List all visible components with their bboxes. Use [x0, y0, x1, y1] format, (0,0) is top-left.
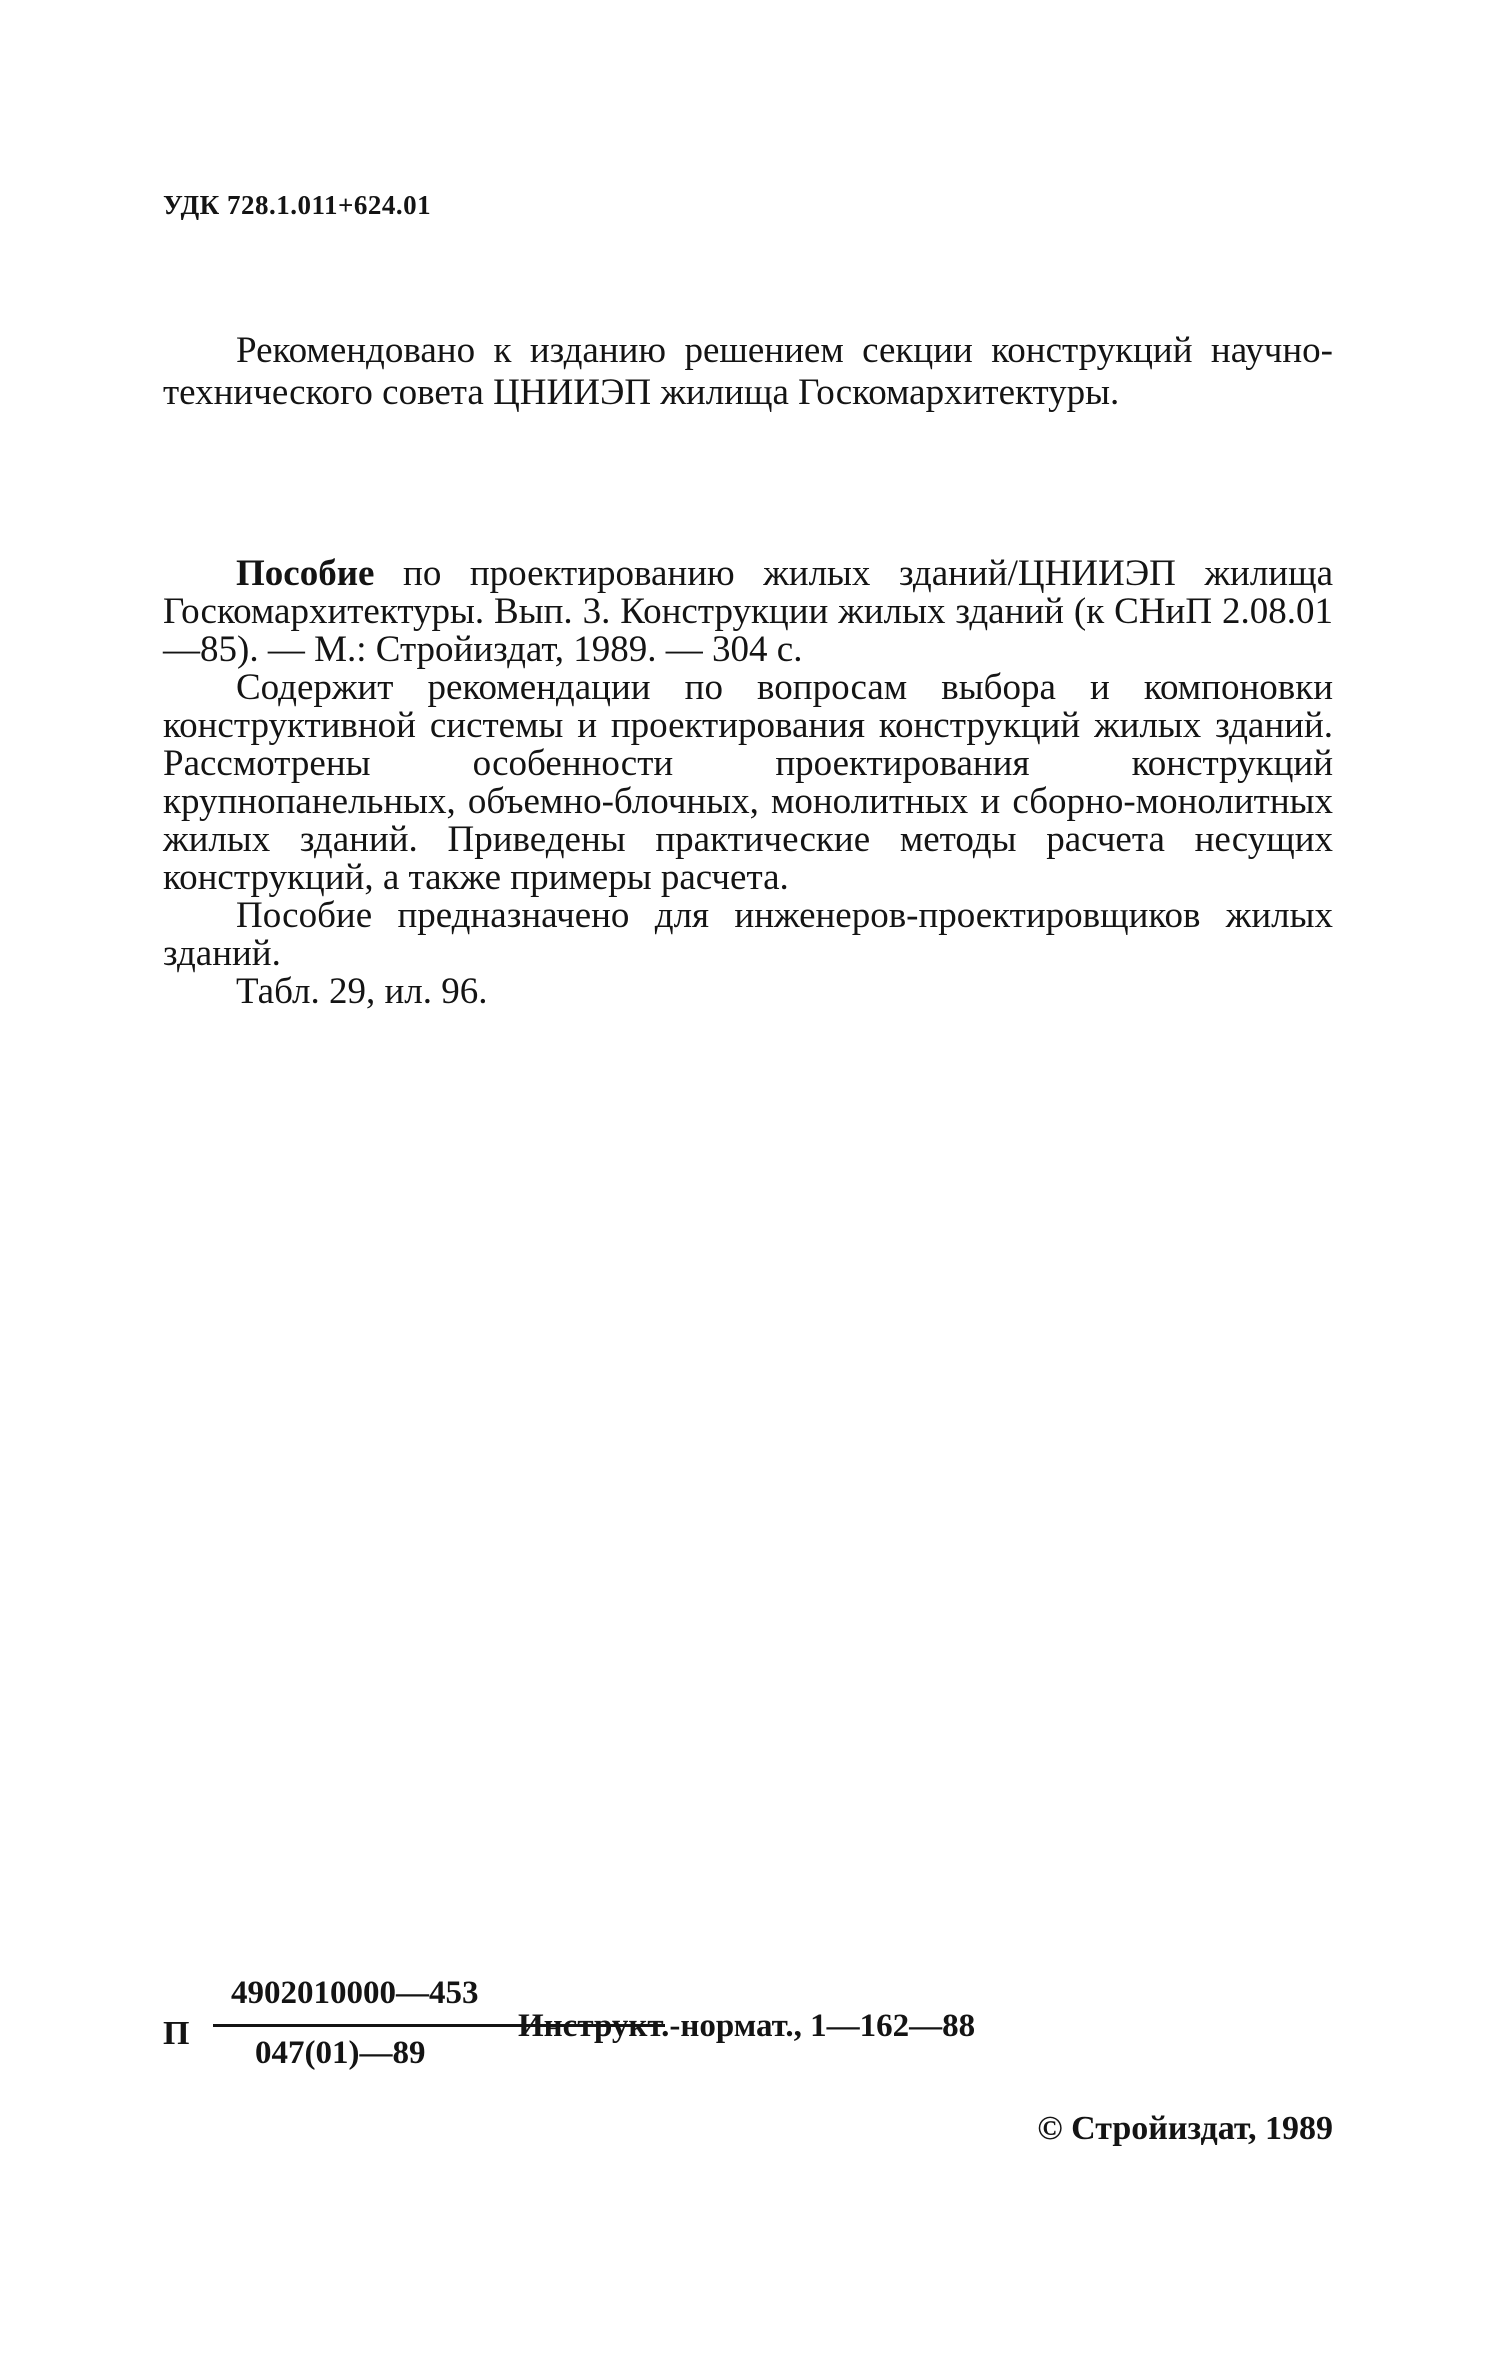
imprint-denominator: 047(01)—89 [255, 2035, 426, 2071]
imprint-type: Инструкт.-нормат., 1—162—88 [518, 2008, 976, 2044]
imprint-letter: П [163, 2015, 190, 2052]
imprint-block [163, 1975, 1333, 2115]
abstract-summary: Содержит рекомендации по вопросам выбора и компоновки конструктивной системы и проектирования конструкций жилых зданий. Рассмотрены особенности проектирования конструкций крупнопанельных, объемно-блочных, монолитных и сборно-монолитных жилых зданий. Приведены практические методы расчета несущих конструкций, а также примеры расчета. [163, 667, 1333, 898]
recommendation-line-2: технического совета ЦНИИЭП жилища Госкомархитектуры. [163, 372, 1120, 413]
imprint-numerator: 4902010000—453 [231, 1975, 479, 2011]
udk-code: УДК 728.1.011+624.01 [163, 190, 432, 220]
bibliographic-details: по проектированию жилых зданий/ЦНИИЭП жилища Госкомархитектуры. Вып. 3. Конструкции жилых зданий (к СНиП 2.08.01—85). — М.: Стройиздат, 1989. — 304 с. [163, 553, 1333, 670]
bibliographic-abstract [163, 555, 1333, 1011]
recommendation-line-1: Рекомендовано к изданию решением секции конструкций научно- [236, 330, 1333, 371]
recommendation-note [163, 330, 1333, 414]
abstract-audience: Пособие предназначено для инженеров-проектировщиков жилых зданий. [163, 895, 1333, 974]
book-title: Пособие [236, 553, 375, 594]
abstract-counts: Табл. 29, ил. 96. [236, 971, 488, 1012]
bibliographic-record [163, 555, 1333, 669]
copyright-notice: © Стройиздат, 1989 [1037, 2110, 1333, 2147]
